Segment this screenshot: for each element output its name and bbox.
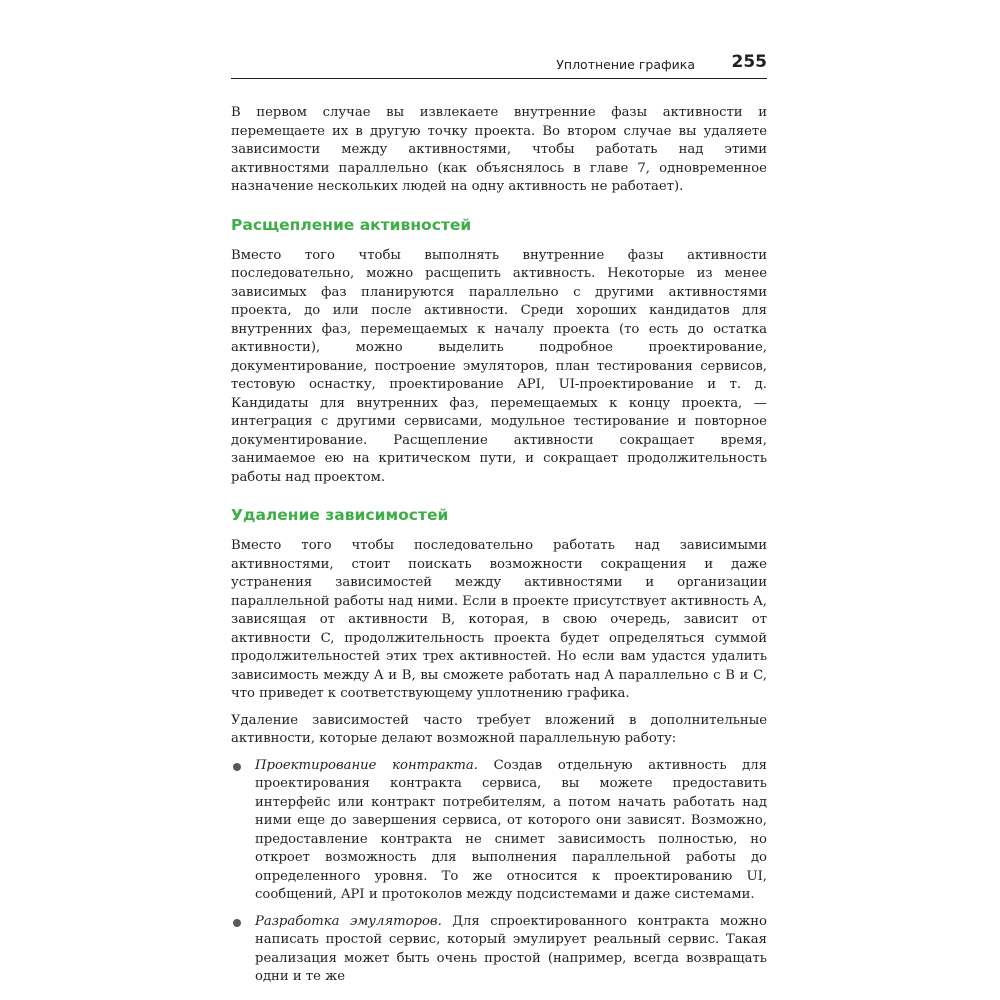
running-title: Уплотнение графика [556, 57, 695, 72]
bullet-list [231, 757, 767, 987]
intro-paragraph: В первом случае вы извлекаете внутренние фазы активности и перемещаете их в другую точку проекта. Во втором случае вы удаляете зависимости между активностями, чтобы работать над этими активностями параллельно (как объяснялось в главе 7, одновременное назначение нескольких людей на одну активность не работает). [231, 105, 767, 194]
page-number: 255 [731, 52, 767, 72]
dependencies-paragraph-1: Вместо того чтобы последовательно работать над зависимыми активностями, стоит поискать возможности сокращения и даже устранения зависимостей между активностями и организации параллельной работы над ними. Если в проекте присутствует активность A, зависящая от активности B, которая, в свою очередь, зависит от активности C, продолжительность проекта будет определяться суммой продолжительностей этих трех активностей. Но если вам удастся удалить зависимость между A и B, вы сможете работать над A параллельно с B и C, что приведет к соответствующему уплотнению графика. [231, 538, 767, 701]
splitting-paragraph: Вместо того чтобы выполнять внутренние фазы активности последовательно, можно расщепить активность. Некоторые из менее зависимых фаз планируются параллельно с другими активностями проекта, до или после активности. Среди хороших кандидатов для внутренних фаз, перемещаемых к началу проекта (то есть до остатка активности), можно выделить подробное проектирование, документирование, построение эмуляторов, план тестирования сервисов, тестовую оснастку, проектирование API, UI-проектирование и т. д. Кандидаты для внутренних фаз, перемещаемых к концу проекта, — интеграция с другими сервисами, модульное тестирование и повторное документирование. Расщепление активности сокращает время, занимаемое ею на критическом пути, и сокращает продолжительность работы над проектом. [231, 247, 767, 485]
list-item [231, 913, 767, 987]
bullet-term: Проектирование контракта. [255, 757, 478, 773]
section-heading-dependencies: Удаление зависимостей [231, 506, 449, 524]
dependencies-paragraph-2: Удаление зависимостей часто требует вложений в дополнительные активности, которые делают возможной параллельную работу: [231, 712, 767, 746]
page-body [231, 104, 767, 995]
bullet-text: Создав отдельную активность для проектирования контракта сервиса, вы можете предоставить интерфейс или контракт потребителям, а потом начать работать над ними еще до завершения сервиса, от которого они зависят. Возможно, предоставление контракта не снимет зависимость полностью, но откроет возможность для выполнения параллельной работы до определенного уровня. То же относится к проектированию UI, сообщений, API и протоколов между подсистемами и даже системами. [255, 757, 767, 902]
section-heading-splitting: Расщепление активностей [231, 215, 472, 234]
bullet-term: Разработка эмуляторов. [255, 913, 442, 929]
bullet-dot-icon [233, 763, 241, 771]
bullet-text: Для спроектированного контракта можно написать простой сервис, который эмулирует реальный сервис. Такая реализация может быть очень простой (например, всегда возвращать одни и те же [255, 913, 767, 984]
page-header [231, 52, 767, 79]
list-item [231, 757, 767, 905]
bullet-dot-icon [233, 919, 241, 927]
